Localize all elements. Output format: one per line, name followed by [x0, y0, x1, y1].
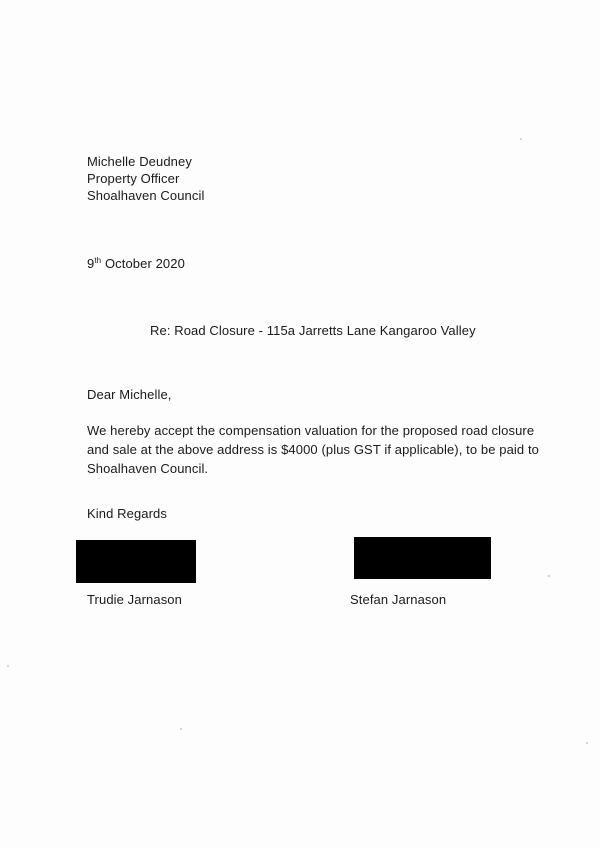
scan-speck [180, 728, 182, 730]
salutation: Dear Michelle, [87, 387, 172, 402]
closing: Kind Regards [87, 506, 167, 521]
body-line: and sale at the above address is $4000 (plus GST if applicable), to be paid to [87, 442, 540, 457]
body-line: We hereby accept the compensation valuation for the proposed road closure [87, 423, 535, 438]
letter-body [87, 421, 539, 478]
recipient-name: Michelle Deudney [87, 154, 192, 169]
letter-date [87, 255, 185, 272]
scan-speck [586, 742, 588, 744]
date-day: 9 [87, 256, 95, 271]
body-line: Shoalhaven Council. [87, 461, 209, 476]
redacted-signature-2 [354, 537, 491, 579]
scan-speck [548, 575, 550, 577]
redacted-signature-1 [76, 540, 196, 583]
recipient-title: Property Officer [87, 171, 180, 186]
scan-speck [7, 665, 9, 667]
scan-speck [520, 138, 522, 140]
date-suffix: th [94, 256, 102, 265]
signatory-name-2: Stefan Jarnason [350, 592, 447, 607]
subject-line: Re: Road Closure - 115a Jarretts Lane Kangaroo Valley [150, 323, 476, 338]
signatory-name-1: Trudie Jarnason [87, 592, 182, 607]
date-rest: October 2020 [104, 256, 185, 271]
recipient-organisation: Shoalhaven Council [87, 188, 205, 203]
